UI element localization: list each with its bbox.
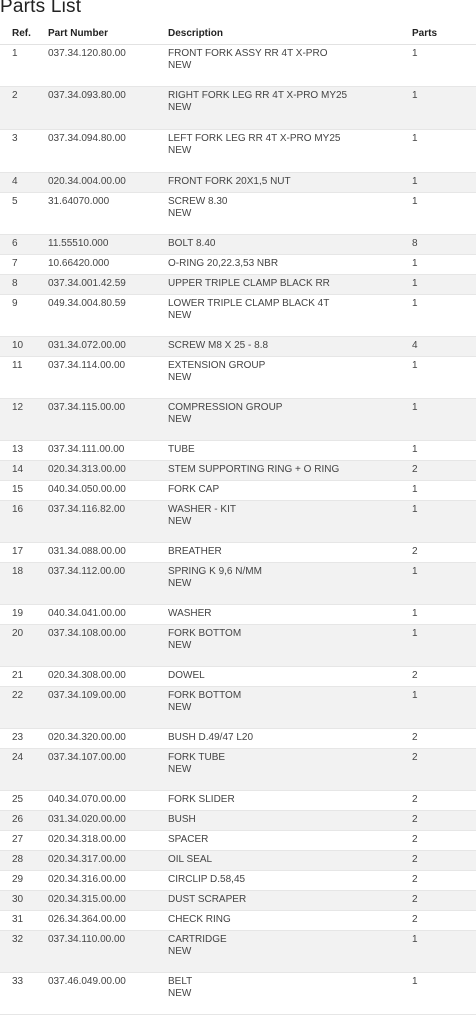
column-header-part-number: Part Number	[48, 22, 168, 45]
part-number-cell: 037.34.001.42.59	[48, 275, 168, 295]
ref-cell: 12	[0, 399, 48, 441]
part-number-cell: 049.34.004.80.59	[48, 295, 168, 337]
description-text: LOWER TRIPLE CLAMP BLACK 4T	[168, 298, 330, 309]
ref-cell: 9	[0, 295, 48, 337]
table-row[interactable]	[0, 891, 476, 911]
parts-qty-cell: 1	[412, 625, 476, 667]
ref-cell: 27	[0, 831, 48, 851]
new-label: NEW	[168, 640, 192, 651]
description-cell	[168, 749, 412, 791]
part-number-cell: 026.34.364.00.00	[48, 911, 168, 931]
description-text: SCREW M8 X 25 - 8.8	[168, 340, 269, 351]
new-label: NEW	[168, 372, 192, 383]
part-number-cell: 037.34.115.00.00	[48, 399, 168, 441]
description-text: WASHER - KIT	[168, 504, 236, 515]
description-cell	[168, 543, 412, 563]
ref-cell: 13	[0, 441, 48, 461]
table-row[interactable]	[0, 831, 476, 851]
table-row[interactable]	[0, 441, 476, 461]
parts-qty-cell: 1	[412, 173, 476, 193]
description-cell	[168, 973, 412, 1015]
table-row[interactable]	[0, 687, 476, 729]
part-number-cell: 020.34.308.00.00	[48, 667, 168, 687]
description-cell	[168, 173, 412, 193]
description-text: STEM SUPPORTING RING + O RING	[168, 464, 340, 475]
part-number-cell: 020.34.316.00.00	[48, 871, 168, 891]
table-row[interactable]	[0, 811, 476, 831]
parts-qty-cell: 1	[412, 130, 476, 173]
ref-cell: 21	[0, 667, 48, 687]
parts-qty-cell: 1	[412, 973, 476, 1015]
parts-qty-cell: 2	[412, 667, 476, 687]
description-cell	[168, 193, 412, 235]
description-cell	[168, 441, 412, 461]
parts-qty-cell: 2	[412, 891, 476, 911]
column-header-description: Description	[168, 22, 412, 45]
part-number-cell: 020.34.318.00.00	[48, 831, 168, 851]
ref-cell: 28	[0, 851, 48, 871]
new-label: NEW	[168, 764, 192, 775]
table-row[interactable]	[0, 399, 476, 441]
description-cell	[168, 625, 412, 667]
part-number-cell: 020.34.313.00.00	[48, 461, 168, 481]
parts-qty-cell: 1	[412, 45, 476, 87]
table-row[interactable]	[0, 87, 476, 130]
ref-cell: 20	[0, 625, 48, 667]
description-cell	[168, 130, 412, 173]
table-header-row	[0, 22, 476, 45]
part-number-cell: 31.64070.000	[48, 193, 168, 235]
description-text: CARTRIDGE	[168, 934, 227, 945]
part-number-cell: 037.34.120.80.00	[48, 45, 168, 87]
table-row[interactable]	[0, 729, 476, 749]
table-row[interactable]	[0, 501, 476, 543]
table-row[interactable]	[0, 173, 476, 193]
ref-cell: 18	[0, 563, 48, 605]
description-text: BREATHER	[168, 546, 222, 557]
parts-qty-cell: 1	[412, 481, 476, 501]
ref-cell: 23	[0, 729, 48, 749]
new-label: NEW	[168, 102, 192, 113]
description-text: OIL SEAL	[168, 854, 213, 865]
description-cell	[168, 357, 412, 399]
new-label: NEW	[168, 60, 192, 71]
parts-qty-cell: 1	[412, 687, 476, 729]
part-number-cell: 031.34.020.00.00	[48, 811, 168, 831]
table-row[interactable]	[0, 563, 476, 605]
new-label: NEW	[168, 578, 192, 589]
new-label: NEW	[168, 208, 192, 219]
description-cell	[168, 87, 412, 130]
new-label: NEW	[168, 702, 192, 713]
description-text: DUST SCRAPER	[168, 894, 247, 905]
ref-cell: 16	[0, 501, 48, 543]
part-number-cell: 037.34.116.82.00	[48, 501, 168, 543]
description-cell	[168, 275, 412, 295]
ref-cell: 15	[0, 481, 48, 501]
table-row[interactable]	[0, 871, 476, 891]
ref-cell: 10	[0, 337, 48, 357]
ref-cell: 6	[0, 235, 48, 255]
description-cell	[168, 729, 412, 749]
new-label: NEW	[168, 946, 192, 957]
ref-cell: 3	[0, 130, 48, 173]
parts-table	[0, 22, 476, 1015]
description-text: LEFT FORK LEG RR 4T X-PRO MY25	[168, 133, 341, 144]
parts-qty-cell: 2	[412, 831, 476, 851]
table-row[interactable]	[0, 749, 476, 791]
table-row[interactable]	[0, 337, 476, 357]
part-number-cell: 020.34.317.00.00	[48, 851, 168, 871]
description-cell	[168, 931, 412, 973]
parts-qty-cell: 1	[412, 255, 476, 275]
table-row[interactable]	[0, 605, 476, 625]
part-number-cell: 020.34.315.00.00	[48, 891, 168, 911]
part-number-cell: 020.34.004.00.00	[48, 173, 168, 193]
table-row[interactable]	[0, 357, 476, 399]
parts-table-body	[0, 45, 476, 1015]
description-cell	[168, 851, 412, 871]
part-number-cell: 031.34.088.00.00	[48, 543, 168, 563]
parts-qty-cell: 1	[412, 357, 476, 399]
new-label: NEW	[168, 414, 192, 425]
description-text: RIGHT FORK LEG RR 4T X-PRO MY25	[168, 90, 348, 101]
ref-cell: 11	[0, 357, 48, 399]
new-label: NEW	[168, 988, 192, 999]
description-cell	[168, 687, 412, 729]
parts-qty-cell: 4	[412, 337, 476, 357]
parts-qty-cell: 1	[412, 563, 476, 605]
parts-qty-cell: 1	[412, 295, 476, 337]
parts-qty-cell: 1	[412, 193, 476, 235]
ref-cell: 33	[0, 973, 48, 1015]
part-number-cell: 037.34.107.00.00	[48, 749, 168, 791]
description-cell	[168, 891, 412, 911]
column-header-ref: Ref.	[0, 22, 48, 45]
ref-cell: 19	[0, 605, 48, 625]
table-row[interactable]	[0, 295, 476, 337]
new-label: NEW	[168, 516, 192, 527]
description-text: COMPRESSION GROUP	[168, 402, 283, 413]
part-number-cell: 037.34.112.00.00	[48, 563, 168, 605]
parts-qty-cell: 8	[412, 235, 476, 255]
part-number-cell: 037.46.049.00.00	[48, 973, 168, 1015]
description-text: UPPER TRIPLE CLAMP BLACK RR	[168, 278, 330, 289]
description-text: O-RING 20,22.3,53 NBR	[168, 258, 279, 269]
description-text: FRONT FORK 20X1,5 NUT	[168, 176, 291, 187]
ref-cell: 26	[0, 811, 48, 831]
part-number-cell: 037.34.111.00.00	[48, 441, 168, 461]
ref-cell: 7	[0, 255, 48, 275]
parts-qty-cell: 1	[412, 399, 476, 441]
new-label: NEW	[168, 145, 192, 156]
part-number-cell: 037.34.110.00.00	[48, 931, 168, 973]
description-text: DOWEL	[168, 670, 205, 681]
parts-qty-cell: 2	[412, 791, 476, 811]
description-text: CIRCLIP D.58,45	[168, 874, 246, 885]
ref-cell: 2	[0, 87, 48, 130]
ref-cell: 24	[0, 749, 48, 791]
ref-cell: 31	[0, 911, 48, 931]
table-row[interactable]	[0, 791, 476, 811]
table-row[interactable]	[0, 543, 476, 563]
parts-qty-cell: 2	[412, 461, 476, 481]
description-text: FRONT FORK ASSY RR 4T X-PRO	[168, 48, 328, 59]
description-cell	[168, 667, 412, 687]
table-row[interactable]	[0, 973, 476, 1015]
description-cell	[168, 295, 412, 337]
column-header-parts: Parts	[412, 22, 476, 45]
ref-cell: 8	[0, 275, 48, 295]
description-text: SPRING K 9,6 N/MM	[168, 566, 262, 577]
description-cell	[168, 911, 412, 931]
description-text: BOLT 8.40	[168, 238, 216, 249]
new-label: NEW	[168, 310, 192, 321]
table-row[interactable]	[0, 461, 476, 481]
ref-cell: 17	[0, 543, 48, 563]
ref-cell: 32	[0, 931, 48, 973]
part-number-cell: 031.34.072.00.00	[48, 337, 168, 357]
parts-qty-cell: 1	[412, 441, 476, 461]
description-cell	[168, 235, 412, 255]
description-cell	[168, 399, 412, 441]
description-text: BUSH	[168, 814, 196, 825]
ref-cell: 4	[0, 173, 48, 193]
table-row[interactable]	[0, 130, 476, 173]
ref-cell: 29	[0, 871, 48, 891]
part-number-cell: 037.34.093.80.00	[48, 87, 168, 130]
description-text: FORK BOTTOM	[168, 628, 242, 639]
description-cell	[168, 45, 412, 87]
description-cell	[168, 255, 412, 275]
description-text: TUBE	[168, 444, 195, 455]
description-text: BUSH D.49/47 L20	[168, 732, 254, 743]
description-cell	[168, 337, 412, 357]
page-title: Parts List	[0, 0, 82, 17]
description-cell	[168, 811, 412, 831]
parts-qty-cell: 2	[412, 749, 476, 791]
part-number-cell: 040.34.041.00.00	[48, 605, 168, 625]
table-row[interactable]	[0, 275, 476, 295]
parts-qty-cell: 1	[412, 87, 476, 130]
description-text: FORK CAP	[168, 484, 220, 495]
ref-cell: 5	[0, 193, 48, 235]
description-cell	[168, 461, 412, 481]
description-cell	[168, 831, 412, 851]
description-text: FORK BOTTOM	[168, 690, 242, 701]
table-row[interactable]	[0, 481, 476, 501]
description-text: SPACER	[168, 834, 209, 845]
ref-cell: 1	[0, 45, 48, 87]
part-number-cell: 040.34.050.00.00	[48, 481, 168, 501]
table-row[interactable]	[0, 911, 476, 931]
parts-qty-cell: 2	[412, 851, 476, 871]
table-row[interactable]	[0, 45, 476, 87]
parts-qty-cell: 2	[412, 871, 476, 891]
description-cell	[168, 501, 412, 543]
description-text: SCREW 8.30	[168, 196, 228, 207]
ref-cell: 30	[0, 891, 48, 911]
part-number-cell: 037.34.109.00.00	[48, 687, 168, 729]
part-number-cell: 10.66420.000	[48, 255, 168, 275]
parts-qty-cell: 1	[412, 605, 476, 625]
description-text: BELT	[168, 976, 193, 987]
table-row[interactable]	[0, 851, 476, 871]
part-number-cell: 037.34.114.00.00	[48, 357, 168, 399]
description-text: FORK TUBE	[168, 752, 226, 763]
table-row[interactable]	[0, 255, 476, 275]
parts-qty-cell: 1	[412, 501, 476, 543]
description-cell	[168, 563, 412, 605]
ref-cell: 14	[0, 461, 48, 481]
description-text: WASHER	[168, 608, 212, 619]
parts-qty-cell: 2	[412, 729, 476, 749]
part-number-cell: 037.34.094.80.00	[48, 130, 168, 173]
parts-qty-cell: 2	[412, 543, 476, 563]
description-text: CHECK RING	[168, 914, 231, 925]
description-cell	[168, 791, 412, 811]
description-text: FORK SLIDER	[168, 794, 235, 805]
parts-qty-cell: 1	[412, 275, 476, 295]
ref-cell: 25	[0, 791, 48, 811]
table-row[interactable]	[0, 235, 476, 255]
ref-cell: 22	[0, 687, 48, 729]
part-number-cell: 040.34.070.00.00	[48, 791, 168, 811]
description-cell	[168, 605, 412, 625]
table-row[interactable]	[0, 625, 476, 667]
parts-qty-cell: 2	[412, 811, 476, 831]
table-row[interactable]	[0, 931, 476, 973]
description-text: EXTENSION GROUP	[168, 360, 266, 371]
part-number-cell: 037.34.108.00.00	[48, 625, 168, 667]
parts-qty-cell: 2	[412, 911, 476, 931]
description-cell	[168, 481, 412, 501]
table-row[interactable]	[0, 193, 476, 235]
table-row[interactable]	[0, 667, 476, 687]
part-number-cell: 11.55510.000	[48, 235, 168, 255]
part-number-cell: 020.34.320.00.00	[48, 729, 168, 749]
description-cell	[168, 871, 412, 891]
parts-qty-cell: 1	[412, 931, 476, 973]
